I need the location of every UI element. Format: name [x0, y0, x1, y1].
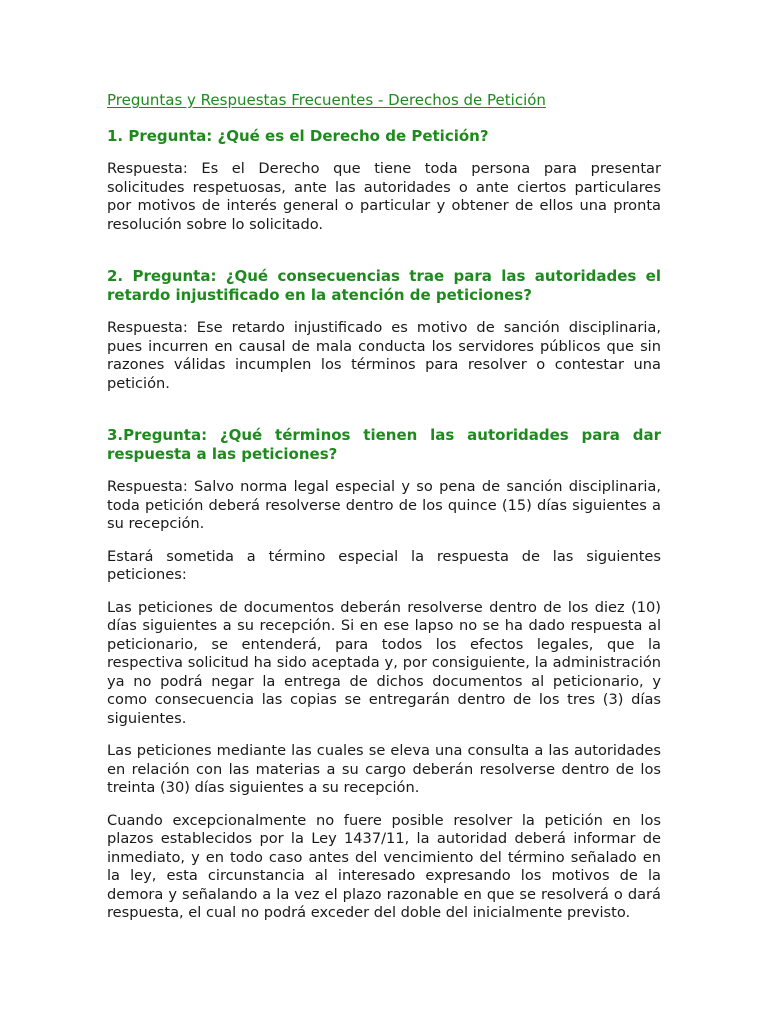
consultation-requests-paragraph: Las peticiones mediante las cuales se eleva una consulta a las autoridades en relación con las materias a su cargo deberán resolverse dentro de los treinta (30) días siguientes a su recepción.	[107, 742, 661, 796]
question-2-heading: 2. Pregunta: ¿Qué consecuencias trae para las autoridades el retardo injustificado en la atención de peticiones?	[107, 267, 661, 304]
section-2	[107, 267, 661, 393]
question-1-heading: 1. Pregunta: ¿Qué es el Derecho de Petición?	[107, 127, 489, 145]
section-1	[107, 127, 661, 234]
question-3-heading: 3.Pregunta: ¿Qué términos tienen las autoridades para dar respuesta a las peticiones?	[107, 426, 661, 463]
section-3	[107, 426, 661, 923]
answer-2-paragraph: Respuesta: Ese retardo injustificado es motivo de sanción disciplinaria, pues incurren en causal de mala conducta los servidores públicos que sin razones válidas incumplen los términos para resolver o contestar una petición.	[107, 319, 661, 392]
document-title: Preguntas y Respuestas Frecuentes - Derechos de Petición	[107, 91, 546, 109]
exceptional-delay-paragraph: Cuando excepcionalmente no fuere posible resolver la petición en los plazos establecidos por la Ley 1437/11, la autoridad deberá informar de inmediato, y en todo caso antes del vencimiento del término señalado en la ley, esta circunstancia al interesado expresando los motivos de la demora y señalando a la vez el plazo razonable en que se resolverá o dará respuesta, el cual no podrá exceder del doble del inicialmente previsto.	[107, 811, 661, 921]
special-terms-intro-paragraph: Estará sometida a término especial la respuesta de las siguientes peticiones:	[107, 547, 661, 583]
answer-3-paragraph: Respuesta: Salvo norma legal especial y so pena de sanción disciplinaria, toda petición deberá resolverse dentro de los quince (15) días siguientes a su recepción.	[107, 478, 661, 532]
document-requests-paragraph: Las peticiones de documentos deberán resolverse dentro de los diez (10) días siguientes a su recepción. Si en ese lapso no se ha dado respuesta al peticionario, se entenderá, para todos los efectos legales, que la respectiva solicitud ha sido aceptada y, por consiguiente, la administración ya no podrá negar la entrega de dichos documentos al peticionario, y como consecuencia las copias se entregarán dentro de los tres (3) días siguientes.	[107, 598, 661, 727]
answer-1-paragraph: Respuesta: Es el Derecho que tiene toda persona para presentar solicitudes respetuosas, ante las autoridades o ante ciertos particulares por motivos de interés general o particular y obtener de ellos una pronta resolución sobre lo solicitado.	[107, 160, 661, 233]
